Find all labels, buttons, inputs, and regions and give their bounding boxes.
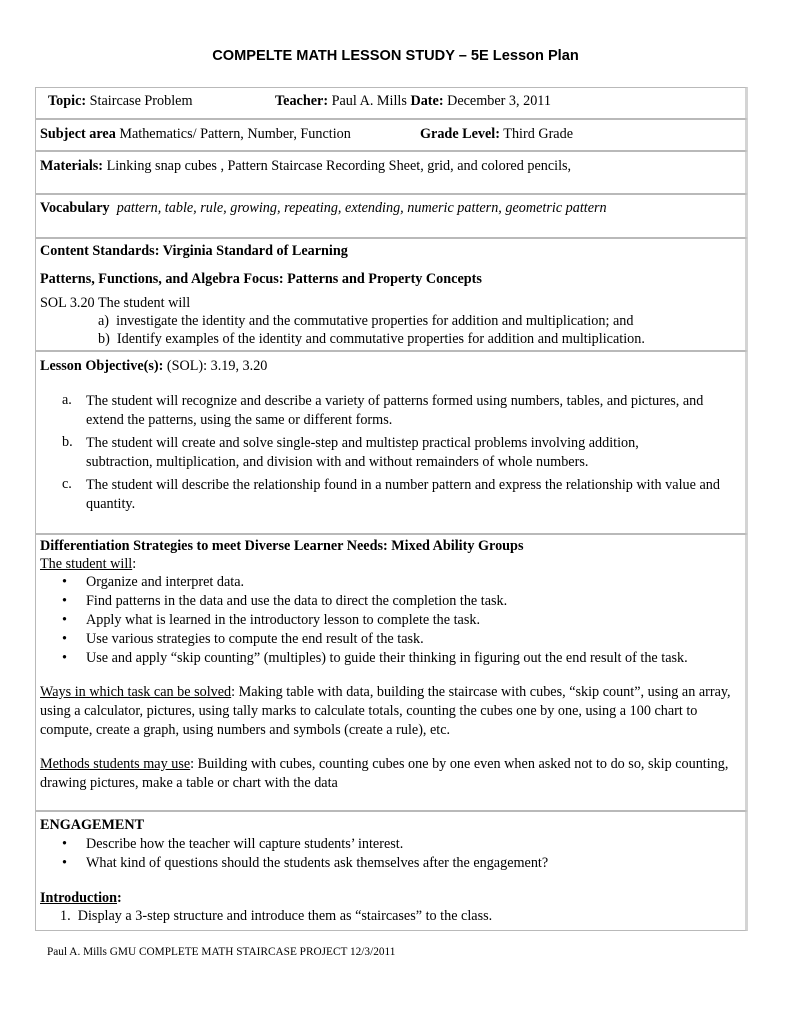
objective-text: The student will describe the relationship found in a number pattern and express the relationship with value and quantity.: [86, 477, 720, 512]
sol-intro: SOL 3.20 The student will: [40, 295, 191, 311]
topic-label: Topic:: [48, 93, 87, 109]
engagement-section: [35, 811, 748, 931]
engagement-heading: ENGAGEMENT: [40, 817, 145, 833]
introduction-item-marker: 1.: [60, 908, 71, 924]
objectives-label: Lesson Objective(s):: [40, 358, 164, 374]
date-value: December 3, 2011: [443, 93, 551, 109]
ways-paragraph: [40, 683, 746, 740]
methods-text: : Building with cubes, counting cubes one by one even when asked not to do so, skip counting, drawing pictures, make a table or chart with the data: [40, 756, 729, 791]
objectives-field: [40, 358, 267, 375]
engagement-list: [40, 835, 548, 873]
standards-heading: Content Standards: Virginia Standard of Learning: [40, 243, 348, 259]
materials-label: Materials:: [40, 158, 104, 174]
vocabulary-field: [40, 200, 607, 217]
sol-item: [98, 331, 645, 348]
objectives-value: (SOL): 3.19, 3.20: [163, 358, 268, 374]
subject-label: Subject area: [40, 126, 116, 142]
subject-field: [40, 126, 351, 143]
page-footer: Paul A. Mills GMU COMPLETE MATH STAIRCASE PROJECT 12/3/2011: [47, 946, 396, 958]
grade-value: Third Grade: [499, 126, 573, 142]
list-item: • Organize and interpret data.: [40, 573, 688, 592]
sol-item: [98, 313, 633, 330]
topic-row: [35, 87, 748, 119]
date-label: Date:: [410, 93, 444, 109]
introduction-heading: Introduction:: [40, 890, 122, 906]
differentiation-section: [35, 534, 748, 811]
materials-row: [35, 151, 748, 194]
objectives-section: [35, 351, 748, 534]
list-item: • Apply what is learned in the introductory lesson to complete the task.: [40, 611, 688, 630]
introduction-item-text: Display a 3-step structure and introduce them as “staircases” to the class.: [77, 908, 493, 924]
document-title: COMPELTE MATH LESSON STUDY – 5E Lesson Plan: [212, 48, 579, 64]
subject-value: Mathematics/ Pattern, Number, Function: [115, 126, 351, 142]
sol-item-marker: b): [98, 331, 110, 347]
grade-field: [420, 126, 573, 143]
list-item: • Find patterns in the data and use the data to direct the completion the task.: [40, 592, 688, 611]
materials-value: Linking snap cubes , Pattern Staircase Recording Sheet, grid, and colored pencils,: [103, 158, 572, 174]
topic-field: [48, 93, 193, 110]
teacher-date-field: [275, 93, 551, 110]
list-item: • Describe how the teacher will capture students’ interest.: [40, 835, 548, 854]
objective-marker: a.: [62, 392, 72, 408]
standards-section: [35, 238, 748, 351]
ways-label: Ways in which task can be solved: [40, 684, 232, 700]
differentiation-list: [40, 573, 688, 668]
topic-value: Staircase Problem: [86, 93, 193, 109]
student-will-label: The student will:: [40, 556, 137, 572]
list-item: • Use various strategies to compute the end result of the task.: [40, 630, 688, 649]
objective-marker: b.: [62, 434, 73, 450]
sol-item-text: investigate the identity and the commutative properties for addition and multiplication; and: [116, 313, 634, 329]
sol-item-text: Identify examples of the identity and commutative properties for addition and multiplication.: [116, 331, 645, 347]
differentiation-heading: Differentiation Strategies to meet Diverse Learner Needs: Mixed Ability Groups: [40, 538, 524, 554]
ways-text: : Making table with data, building the staircase with cubes, “skip count”, using an array, using a calculator, pictures, using tally marks to calculate totals, counting the cubes one by one, using a 100 chart to compute, create a graph, using numbers and symbols (create a rule), etc.: [40, 684, 731, 738]
vocabulary-label: Vocabulary: [40, 200, 110, 216]
objective-text: The student will recognize and describe a variety of patterns formed using numbers, tables, and pictures, and extend the patterns, using the same or different forms.: [86, 393, 704, 428]
grade-label: Grade Level:: [420, 126, 500, 142]
objective-text: The student will create and solve single-step and multistep practical problems involving addition, subtraction, multiplication, and division with and without remainders of whole numbers.: [86, 435, 639, 470]
introduction-item: [60, 908, 492, 925]
list-item: • What kind of questions should the students ask themselves after the engagement?: [40, 854, 548, 873]
methods-label: Methods students may use: [40, 756, 191, 772]
subject-row: [35, 119, 748, 151]
teacher-value: Paul A. Mills: [328, 93, 411, 109]
materials-field: [40, 158, 571, 175]
teacher-label: Teacher:: [275, 93, 329, 109]
methods-paragraph: [40, 755, 746, 793]
vocabulary-row: [35, 194, 748, 238]
vocabulary-value: pattern, table, rule, growing, repeating, extending, numeric pattern, geometric pattern: [116, 200, 607, 216]
sol-item-marker: a): [98, 313, 110, 329]
list-item: • Use and apply “skip counting” (multiples) to guide their thinking in figuring out the end result of the task.: [40, 649, 688, 668]
standards-focus: Patterns, Functions, and Algebra Focus: Patterns and Property Concepts: [40, 271, 482, 287]
objective-marker: c.: [62, 476, 72, 492]
